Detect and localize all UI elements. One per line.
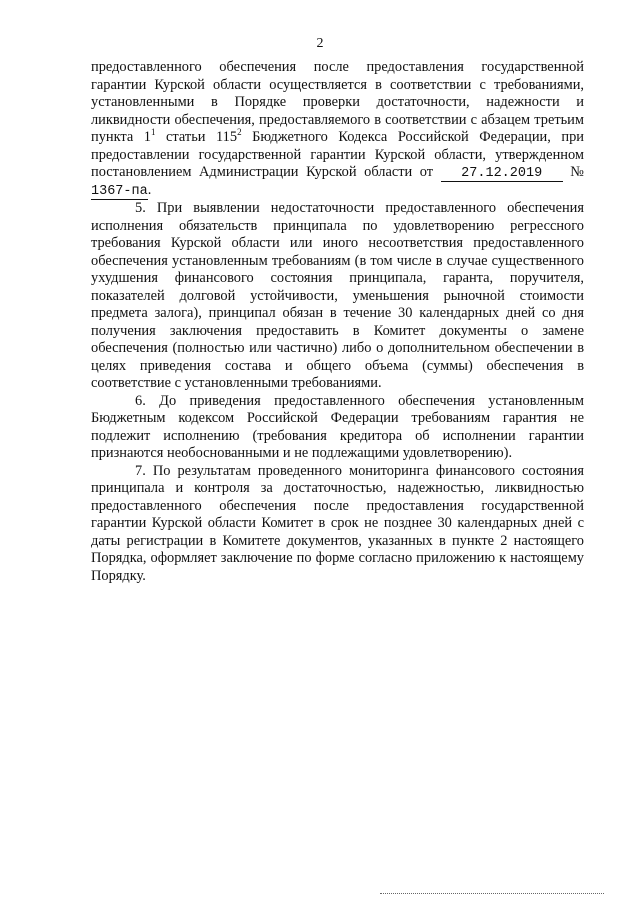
paragraph-7: 7. По результатам проведенного мониторинга финансового состояния принципала и контроля за достаточностью, надежностью, ликвидностью предоставленного обеспечения после предоставления государственной гарантии Курской области Комитет в срок не позднее 30 календарных дней с даты регистрации в Комитете документов, указанных в пункте 2 настоящего Порядка, оформляет заключение по форме согласно приложению к настоящему Порядку. [91, 462, 584, 584]
paragraph-text: Бюджетного Кодекса Российской Федерации, при предоставлении государственной гарантии Курской области, утвержденном постановлением Администрации Курской области от [91, 129, 584, 180]
paragraph-6: 6. До приведения предоставленного обеспечения установленным Бюджетным кодексом Российской Федерации требованиям гарантия не подлежит исполнению (требования кредитора об исполнении гарантии признаются необоснованными и не подлежащими удовлетворению). [91, 392, 584, 461]
sentence-end: . [147, 182, 152, 198]
document-body [91, 59, 584, 585]
paragraph-5: 5. При выявлении недостаточности предоставленного обеспечения исполнения обязательств принципала по удовлетворению регрессного требования Курской области или иного несоответствия предоставленного обеспечения установленным требованиям (в том числе в случае существенного ухудшения финансового состояния принципала, гаранта, поручителя, показателей долговой устойчивости, уменьшения рыночной стоимости предмета залога), принципал обязан в течение 30 календарных дней со дня получения заключения предоставить в Комитет документы о замене обеспечения (полностью или частично) либо о дополнительном обеспечении в целях приведения состава и общего объема (суммы) обеспечения в соответствие с установленными требованиями. [91, 200, 584, 391]
footer-divider [380, 893, 604, 894]
paragraph-text: предоставленного обеспечения после предоставления государственной гарантии Курской области осуществляется в соответствии с требованиями, установленными в Порядке проверки достаточности, надежности и ликвидности обеспечения, предоставляемого в соответствии с абзацем третьим пункта 1 [91, 59, 584, 145]
superscript: 1 [151, 127, 156, 137]
resolution-number: 1367-па [91, 184, 148, 199]
number-sign: № [562, 164, 584, 180]
resolution-date: 27.12.2019 [441, 167, 563, 182]
page-number: 2 [316, 36, 324, 51]
superscript: 2 [237, 127, 242, 137]
paragraph-text: статьи 115 [155, 129, 238, 145]
paragraph-continuation [91, 59, 584, 200]
